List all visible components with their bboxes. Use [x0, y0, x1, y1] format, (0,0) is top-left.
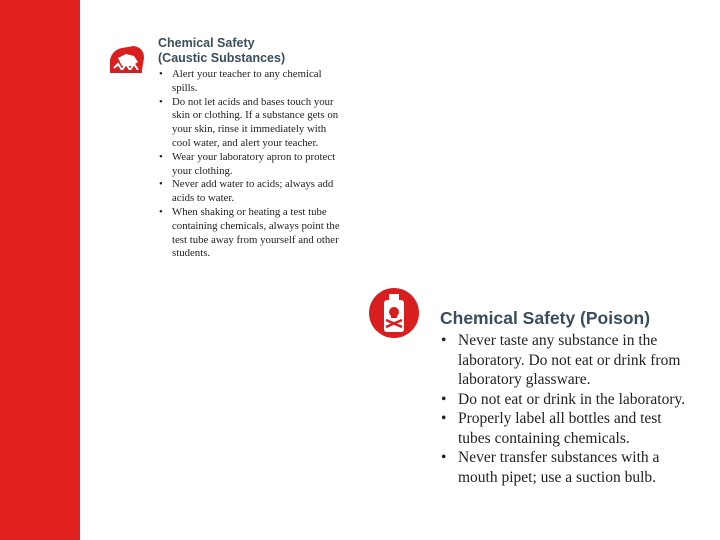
caustic-title-line-2: (Caustic Substances) — [158, 51, 286, 65]
caustic-bullet-5: • When shaking or heating a test tube containing chemicals, always point the test tube away from yourself and other students. — [158, 206, 344, 261]
poison-bottle-icon — [368, 287, 420, 339]
caustic-bullet-3: • Wear your laboratory apron to protect your clothing. — [158, 151, 344, 179]
caustic-title-line-1: Chemical Safety — [158, 36, 255, 50]
poison-bullet-3: • Properly label all bottles and test tubes containing chemicals. — [440, 409, 690, 448]
caustic-bullet-2: • Do not let acids and bases touch your skin or clothing. If a substance gets on your skin, rinse it immediately with cool water, and alert your teacher. — [158, 96, 344, 151]
caustic-bullet-1: • Alert your teacher to any chemical spills. — [158, 68, 344, 96]
poison-bullet-2: • Do not eat or drink in the laboratory. — [440, 390, 690, 410]
poison-safety-list — [440, 331, 690, 487]
poison-bullet-1: • Never taste any substance in the laboratory. Do not eat or drink from laboratory glassware. — [440, 331, 690, 390]
caustic-bullet-4: • Never add water to acids; always add acids to water. — [158, 178, 344, 206]
caustic-safety-list — [158, 68, 344, 261]
red-side-bar — [0, 0, 80, 540]
poison-bullet-4: • Never transfer substances with a mouth pipet; use a suction bulb. — [440, 448, 690, 487]
poison-safety-title: Chemical Safety (Poison) — [440, 308, 651, 328]
caustic-safety-title — [158, 36, 285, 66]
caustic-hand-icon — [104, 40, 150, 76]
